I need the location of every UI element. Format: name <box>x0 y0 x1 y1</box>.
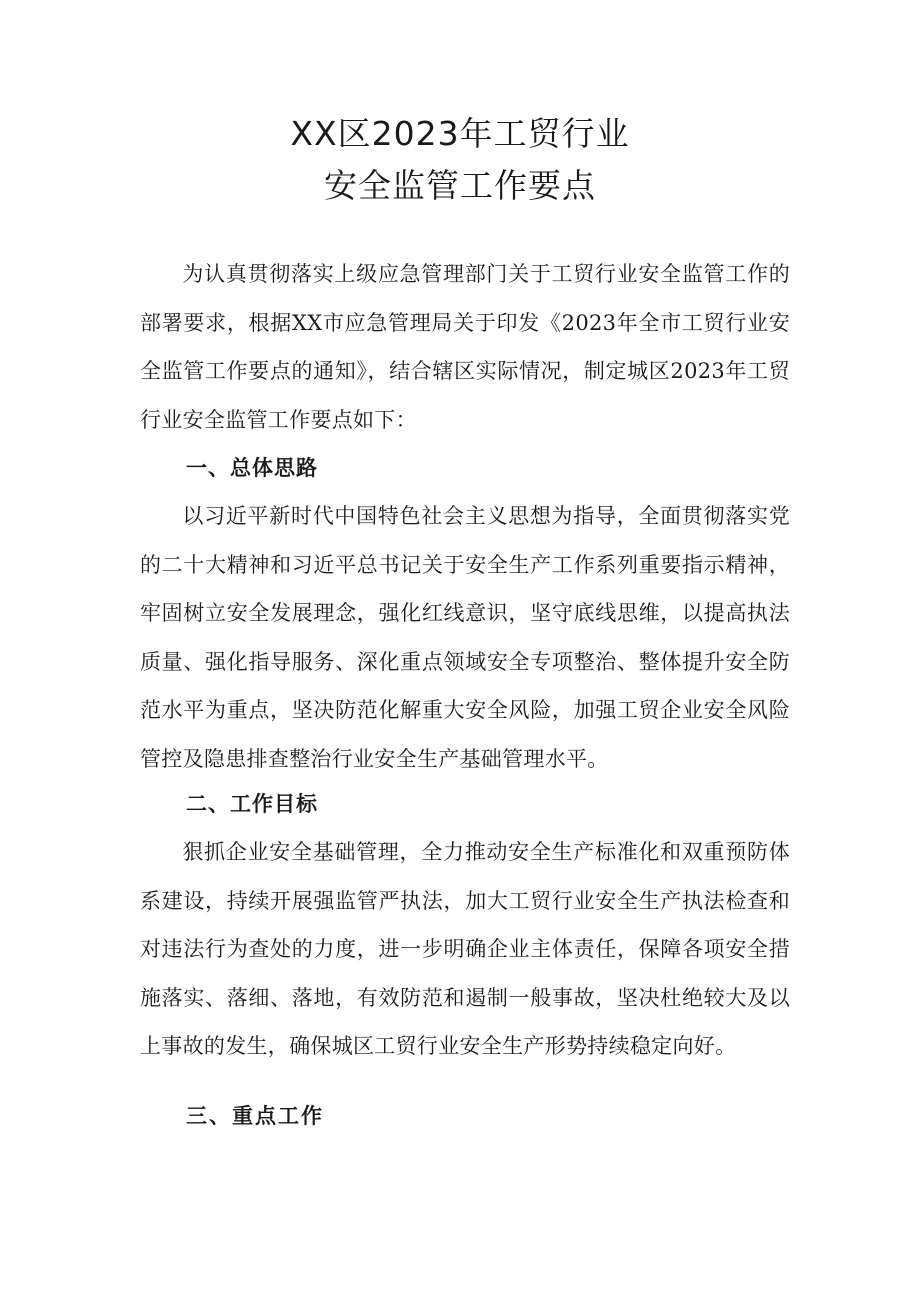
intro-text: 为认真贯彻落实上级应急管理部门关于工贸行业安全监管工作的部署要求，根据XX市应急管理局关于印发《2023年全市工贸行业安全监管工作要点的通知》，结合辖区实际情况，制定城区2023年工贸行业安全监管工作要点如下： <box>140 262 790 432</box>
intro-paragraph <box>140 250 790 444</box>
section-heading-general-approach: 一、总体思路 <box>186 456 318 480</box>
section-text: 狠抓企业安全基础管理，全力推动安全生产标准化和双重预防体系建设，持续开展强监管严执法，加大工贸行业安全生产执法检查和对违法行为查处的力度，进一步明确企业主体责任，保障各项安全措施落实、落细、落地，有效防范和遏制一般事故，坚决杜绝较大及以上事故的发生，确保城区工贸行业安全生产形势持续稳定向好。 <box>140 840 790 1058</box>
section-paragraph-work-goals <box>140 828 790 1071</box>
document-title-line2: 安全监管工作要点 <box>324 166 596 205</box>
document-title-line1: XX区2023年工贸行业 <box>290 114 630 153</box>
section-heading-key-tasks: 三、重点工作 <box>186 1103 324 1128</box>
section-paragraph-general-approach <box>140 492 790 783</box>
section-heading-work-goals: 二、工作目标 <box>186 792 318 816</box>
section-text: 以习近平新时代中国特色社会主义思想为指导，全面贯彻落实党的二十大精神和习近平总书记关于安全生产工作系列重要指示精神，牢固树立安全发展理念，强化红线意识，坚守底线思维，以提高执法质量、强化指导服务、深化重点领域安全专项整治、整体提升安全防范水平为重点，坚决防范化解重大安全风险，加强工贸企业安全风险管控及隐患排查整治行业安全生产基础管理水平。 <box>140 504 790 771</box>
